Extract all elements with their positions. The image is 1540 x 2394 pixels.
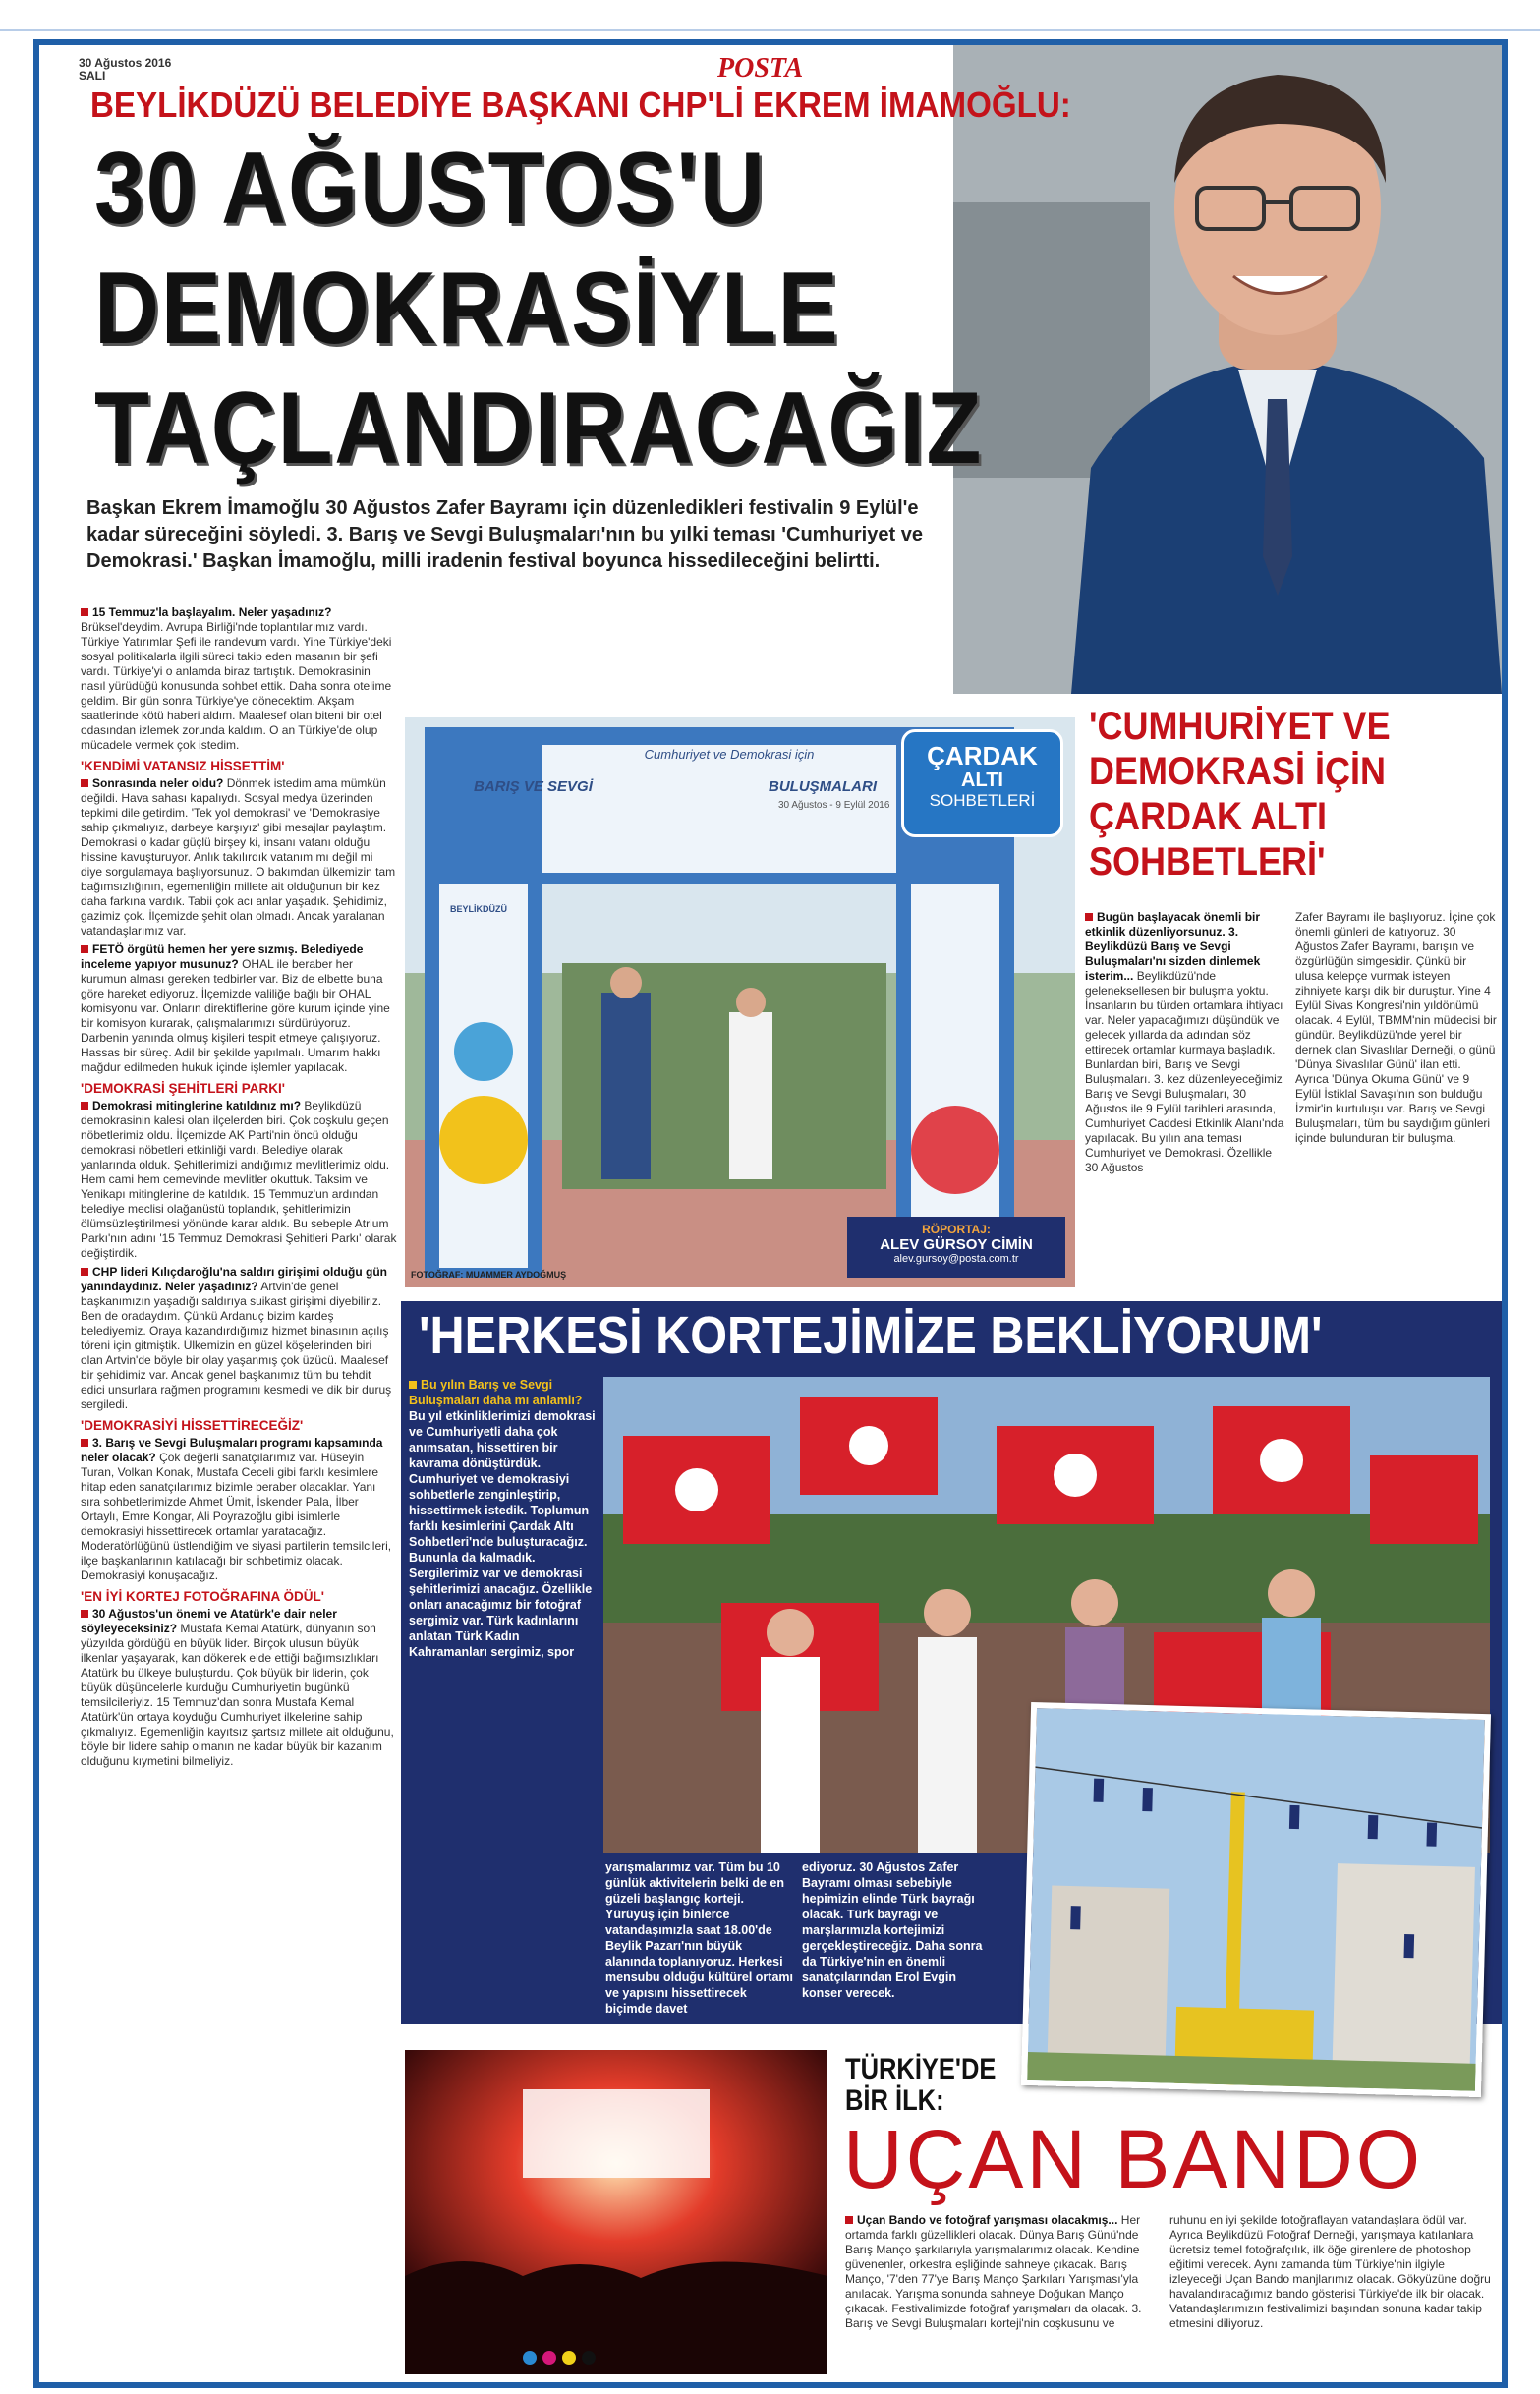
qa-3: FETÖ örgütü hemen her yere sızmış. Belediyede inceleme yapıyor musunuz? OHAL ile beraber her kurumun alması gereken tedbirler var. Biz de elbette buna göre hareket ediyoruz. İlçemizde valiliğe bağlı bir OHAL komisyonu var. Onların direktiflerine göre kurum içinde yine bir komisyon kurarak, çalışmalarımızı sürdürüyoruz. Darbenin yanında olmuş kişileri tespit etmeye çalışıyoruz. Hassas bir süreç. Adil bir şekilde yapılmalı. Umarım hakkı mağdur edilmeden hukuk içinde işlemler yapılacak. bbox=[81, 942, 390, 1074]
subhead-odul: 'EN İYİ KORTEJ FOTOĞRAFINA ÖDÜL' bbox=[81, 1589, 324, 1604]
badge-line: SOHBETLERİ bbox=[929, 791, 1036, 810]
kortej-col-2: yarışmalarımız var. Tüm bu 10 günlük aktivitelerin belki de en güzeli başlangıç korteji. Yürüyüş için binlerce vatandaşımızla saat 18.00'de Beylik Pazarı'nın büyük alanında toplanıyoruz. Herkesi mensubu olduğu kültürel ortamı ve yapısını hissettirecek biçimde davet bbox=[605, 1860, 793, 2016]
bando-kicker-1: TÜRKİYE'DE bbox=[845, 2053, 997, 2085]
byline-email: alev.gursoy@posta.com.tr bbox=[893, 1253, 1019, 1265]
headline-line-2: DEMOKRASİYLE bbox=[94, 252, 840, 366]
flying-band-photo bbox=[1021, 1702, 1491, 2097]
kicker: BEYLİKDÜZÜ BELEDİYE BAŞKANI CHP'Lİ EKREM İMAMOĞLU: bbox=[90, 85, 1071, 125]
byline-name: ALEV GÜRSOY CİMİN bbox=[880, 1236, 1033, 1253]
lead-line: kadar süreceğini söyledi. 3. Barış ve Sevgi Buluşmaları'nın bu yılki teması 'Cumhuriyet ve bbox=[86, 524, 923, 545]
bando-title: UÇAN BANDO bbox=[843, 2113, 1424, 2205]
bando-col-2: ruhunu en iyi şekilde fotoğraflayan vatandaşlara ödül var. Ayrıca Beylikdüzü Fotoğraf Derneği, yarışmaya katılanlara ücretsiz temel fotoğrafçılık, ilk öğe girenlere de photoshop eğitimi verecek. Aynı zamanda tüm Türkiye'nin ilgiyle izleyeceği Uçan Bando manjlarımız olacak. Gökyüzüne doğru havalandıracağımız bando gösterisi Türkiye'de ilk bir olacak. Vatandaşlarımızın festivalimizi başından sonuna kadar takip etmesini diliyoruz. bbox=[1169, 2213, 1491, 2330]
qa-6: 3. Barış ve Sevgi Buluşmaları programı kapsamında neler olacak? Çok değerli sanatçılarımız var. Hüseyin Turan, Volkan Konak, Mustafa Ceceli gibi farklı kesimlere hitap eden sanatçılarımız bizimle beraber olacaklar. Yanı sıra sohbetlerimizde Ahmet Ümit, İskender Pala, İlber Ortaylı, Emre Kongar, Ali Poyrazoğlu gibi isimlerle demokrasiyi hissettirecek ortamlar yaratacağız. Moderatörlüğünü üstlendiğim ve siyasi partilerin temsilcileri, ilçe başkanlarının katılacağı bir sohbetimiz olacak. Demokrasiyi konuşacağız. bbox=[81, 1436, 392, 1582]
badge-line: ALTI bbox=[961, 770, 1003, 791]
gate-logo: BEYLİKDÜZÜ bbox=[450, 904, 507, 914]
lead-line: Demokrasi.' Başkan İmamoğlu, milli iradenin festival boyunca hissedileceğini belirtti. bbox=[86, 550, 881, 572]
cardak-badge bbox=[901, 729, 1063, 837]
bando-kicker-2: BİR İLK: bbox=[845, 2084, 944, 2117]
qa-5: CHP lideri Kılıçdaroğlu'na saldırı girişimi olduğu gün yanındaydınız. Neler yaşadınız? Artvin'de genel başkanımızın yaşadığı saldırıya suikast girişimi diyebiliriz. Ben de oradaydım. Çünkü Ardanuç bizim kardeş belediyemiz. Oraya kazandırdığımız hizmet binasının açılış töreni için gitmiştik. Ülkemizin en güzel köşelerinden biri olan Artvin'de böyle bir olay yaşanmış çok üzücü. Maalesef bir şehidimiz var. Ancak genel başkanımız tüm bu tehdit edici unsurlara rağmen programını kesmedi ve dik bir duruş sergiledi. bbox=[81, 1265, 392, 1411]
qa-1: 15 Temmuz'la başlayalım. Neler yaşadınız? Brüksel'deydim. Avrupa Birliği'nde toplantılarımız vardı. Türkiye Yatırımlar Şefi ile randevum vardı. Yine Türkiye'deki sosyal politikalarla ilgili süreci takip eden masanın bir şefi vardı. Türkiye'yi o anlamda biraz tartıştık. Demokrasinin nasıl yürüdüğü konusunda sohbet ettik. Daha sonra otelime geldim. Bir gün sonra Türkiye'ye dönecektim. Akşam saatlerinde kötü haberi aldım. Maalesef olan biteni bir otel odasından izlemek zorunda kaldım. O an Türkiye'de olup mücadele vermek çok istedim. bbox=[81, 605, 392, 752]
dot-blue bbox=[523, 2351, 537, 2365]
posta-logo: POSTA bbox=[717, 53, 804, 84]
top-rule bbox=[0, 29, 1540, 31]
gate-photo bbox=[405, 717, 1075, 1287]
page-dots bbox=[523, 2351, 596, 2365]
page-date bbox=[79, 57, 171, 83]
cardak-title-line: ÇARDAK ALTI bbox=[1089, 795, 1327, 838]
gate-left-text: BARIŞ VE SEVGİ bbox=[474, 778, 593, 795]
byline-label: RÖPORTAJ: bbox=[922, 1223, 991, 1236]
lead-paragraph bbox=[86, 495, 971, 575]
kortej-col-3: ediyoruz. 30 Ağustos Zafer Bayramı olması sebebiyle hepimizin elinde Türk bayrağı olacak. Türk bayrağı ve marşlarımızla kortejimizi gerçekleştireceğiz. Daha sonra da Türkiye'nin en önemli sanatçılarından Erol Evgin konser verecek. bbox=[802, 1860, 983, 2000]
concert-photo bbox=[405, 2050, 827, 2374]
page-frame bbox=[33, 39, 1508, 2388]
qa-7: 30 Ağustos'un önemi ve Atatürk'e dair neler söyleyeceksiniz? Mustafa Kemal Atatürk, dünyanın son yüzyılda gördüğü en büyük lider. Birçok ulusun büyük ilkenlar yaşayarak, kan dökerek elde ettiği bağımsızlıkları Atatürk bu ülkeye buluşturdu. Çok büyük bir liderin, çok büyük düşüncelerle kurduğu Cumhuriyetin bugünkü temsilcileriyiz. 15 Temmuz'dan sonra Mustafa Kemal Atatürk'ün ortaya koyduğu Cumhuriyet ilkelerine sahip çıkmalıyız. Egemenliğin kayıtsız şartsız millete ait olduğunu, böyle bir lidere sahip olmanın ne kadar büyük bir kazanım olduğunu kıymetini bilmeliyiz. bbox=[81, 1607, 394, 1768]
kortej-col-1: Bu yılın Barış ve Sevgi Buluşmaları daha mı anlamlı? Bu yıl etkinliklerimizi demokrasi ve Cumhuriyetli daha çok anımsatan, hissettiren bir kavrama dönüştürdük. Cumhuriyet ve demokrasiyi sohbetlerle zenginleştirip, hissettirmek istedik. Toplumun farklı kesimlerini Çardak Altı Sohbetleri'nde buluşturacağız. Bununla da kalmadık. Sergilerimiz var ve demokrasi şehitlerimizi anacağız. Özellikle onları anacağımız bir fotoğraf sergimiz var. Türk kadınlarını anlatan Türk Kadın Kahramanları sergimiz, spor bbox=[409, 1378, 596, 1659]
qa-2: Sonrasında neler oldu? Dönmek istedim ama mümkün değildi. Hava sahası kapalıydı. Sosyal medya üzerinden tepkimi dile getirdim. 'Tek yol demokrasi' ve 'Demokrasiye sahip çıkmalıyız, darbeye karşıyız' gibi mesajlar paylaştım. Demokrasi o kadar güçlü birşey ki, insanı vatanı olduğu hissine kavuşturuyor. Anlık takılırdık vatanım mı değil mi diye sorgulamaya başlıyorsunuz. O bakımdan ülkemizin tam bağımsızlığının, egemenliğin millete ait olduğunun bir kez daha farkına vardık. Tabii çok acı anlar yaşadık. Şehidimiz, gazimiz çok. İlçemizde şehit olan olmadı. Ancak yaralanan vatandaşlarımız var. bbox=[81, 776, 396, 938]
dot-black bbox=[582, 2351, 596, 2365]
badge-line: ÇARDAK bbox=[927, 741, 1038, 770]
photo-credit: FOTOĞRAF: MUAMMER AYDOĞMUŞ bbox=[411, 1270, 567, 1280]
subhead-parki: 'DEMOKRASİ ŞEHİTLERİ PARKI' bbox=[81, 1081, 285, 1096]
date-text: 30 Ağustos 2016 bbox=[79, 56, 172, 70]
subhead-vatansiz: 'KENDİMİ VATANSIZ HİSSETTİM' bbox=[81, 759, 285, 773]
left-column bbox=[81, 605, 397, 2374]
bando-col-1: Uçan Bando ve fotoğraf yarışması olacakmış... Her ortamda farklı güzellikleri olacak. Dünya Barış Günü'nde Barış Manço şarkılarıyla yarışmalarımız olacak. Kendine güvenenler, orkestra eşliğinde sahneye çıkacak. Barış Manço, '7'den 77'ye Barış Manço Şarkıları Yarışması'yla anılacak. Yarışma sonunda sahneye Doğukan Manço çıkacak. Festivalimizde fotoğraf yarışmaları da olacak. 3. Barış ve Sevgi Buluşmaları korteji'nin coşkusunu ve bbox=[845, 2213, 1142, 2330]
cardak-title bbox=[1089, 704, 1502, 884]
gate-top-text: Cumhuriyet ve Demokrasi için bbox=[644, 747, 815, 762]
cardak-col-1: Bugün başlayacak önemli bir etkinlik düzenliyorsunuz. 3. Beylikdüzü Barış ve Sevgi Buluşmaları'nı sizden dinlemek isterim... Beylikdüzü'nde geleneksellesen bir buluşma yoktu. İnsanların bu türden ortamlara ihtiyacı var. Neler yapacağımızı düşündük ve gelecek yıllarda da adından söz ettirecek ortamlar kurmaya başladık. Bunlardan biri, Barış ve Sevgi Buluşmaları. 3. kez düzenleyeceğimiz Barış ve Sevgi Buluşmaları, 30 Ağustos ile 9 Eylül tarihleri arasında, Cumhuriyet Caddesi Etkinlik Alanı'nda yapılacak. Bu yılın ana teması Cumhuriyet ve Demokrasi. Özellikle 30 Ağustos bbox=[1085, 910, 1284, 1174]
day-text: SALI bbox=[79, 69, 106, 83]
cardak-title-line: SOHBETLERİ' bbox=[1089, 840, 1326, 884]
lead-line: Başkan Ekrem İmamoğlu 30 Ağustos Zafer Bayramı için düzenledikleri festivalin 9 Eylül'e bbox=[86, 497, 919, 519]
subhead-hissettirecegiz: 'DEMOKRASİYİ HİSSETTİRECEĞİZ' bbox=[81, 1418, 304, 1433]
headline-line-3: TAÇLANDIRACAĞIZ bbox=[94, 371, 984, 485]
gate-right-text: BULUŞMALARI bbox=[769, 778, 877, 795]
cardak-title-line: DEMOKRASİ İÇİN bbox=[1089, 750, 1387, 793]
dot-magenta bbox=[542, 2351, 556, 2365]
byline-box bbox=[847, 1217, 1065, 1278]
qa-4: Demokrasi mitinglerine katıldınız mı? Beylikdüzü demokrasinin kalesi olan ilçelerden biri. Çok coşkulu geçen nöbetlerimiz oldu. İlçemizde AK Parti'nin öncü olduğu demokrasi nöbetleri etkinliği vardı. Belediye olarak yanlarında olduk. Şehitlerimizi andığımız mevlitlerimiz oldu. Hem cami hem cemevinde mevlitler okuttuk. Taksim ve Yenikapı mitinglerine de katıldık. 15 Temmuz'un ardından belediye meclisi olağanüstü toplandık, şehitlerimizin ölümsüzleştirilmesi yönünde karar aldık. Bu sebeple Atrium Parkı'nın adını '15 Temmuz Demokrasi Şehitleri Parkı' olarak değiştirdik. bbox=[81, 1099, 397, 1260]
portrait-photo bbox=[953, 45, 1502, 694]
cardak-col-2: Zafer Bayramı ile başlıyoruz. İçine çok önemli günleri de katıyoruz. 30 Ağustos Zafer Bayramı, barışın ve özgürlüğün simgesidir. Çünkü bir ulusa kelepçe vurmak isteyen zihniyete karşı dik bir duruştur. Yine 4 Eylül Sivas Kongresi'nin yıldönümü olacak. 4 Eylül, TBMM'nin müdecisi bir gündür. Beylikdüzü'nde yerel bir dernek olan Sivaslılar Derneği, o günü 'Dünya Sivaslılar Günü' ilan etti. Ayrıca 'Dünya Okuma Günü' ve 9 Eylül İstiklal Savaşı'nın son bulduğu İzmir'in kurtuluşu var. Barış ve Sevgi Buluşmaları, tüm bu saydığım günleri içinde bulunduran bir buluşma. bbox=[1295, 910, 1497, 1145]
dot-yellow bbox=[562, 2351, 576, 2365]
cardak-title-line: 'CUMHURİYET VE bbox=[1089, 705, 1391, 748]
gate-dates: 30 Ağustos - 9 Eylül 2016 bbox=[778, 800, 890, 811]
headline-line-1: 30 AĞUSTOS'U bbox=[94, 132, 767, 246]
kortej-title: 'HERKESİ KORTEJİMİZE BEKLİYORUM' bbox=[419, 1306, 1323, 1365]
